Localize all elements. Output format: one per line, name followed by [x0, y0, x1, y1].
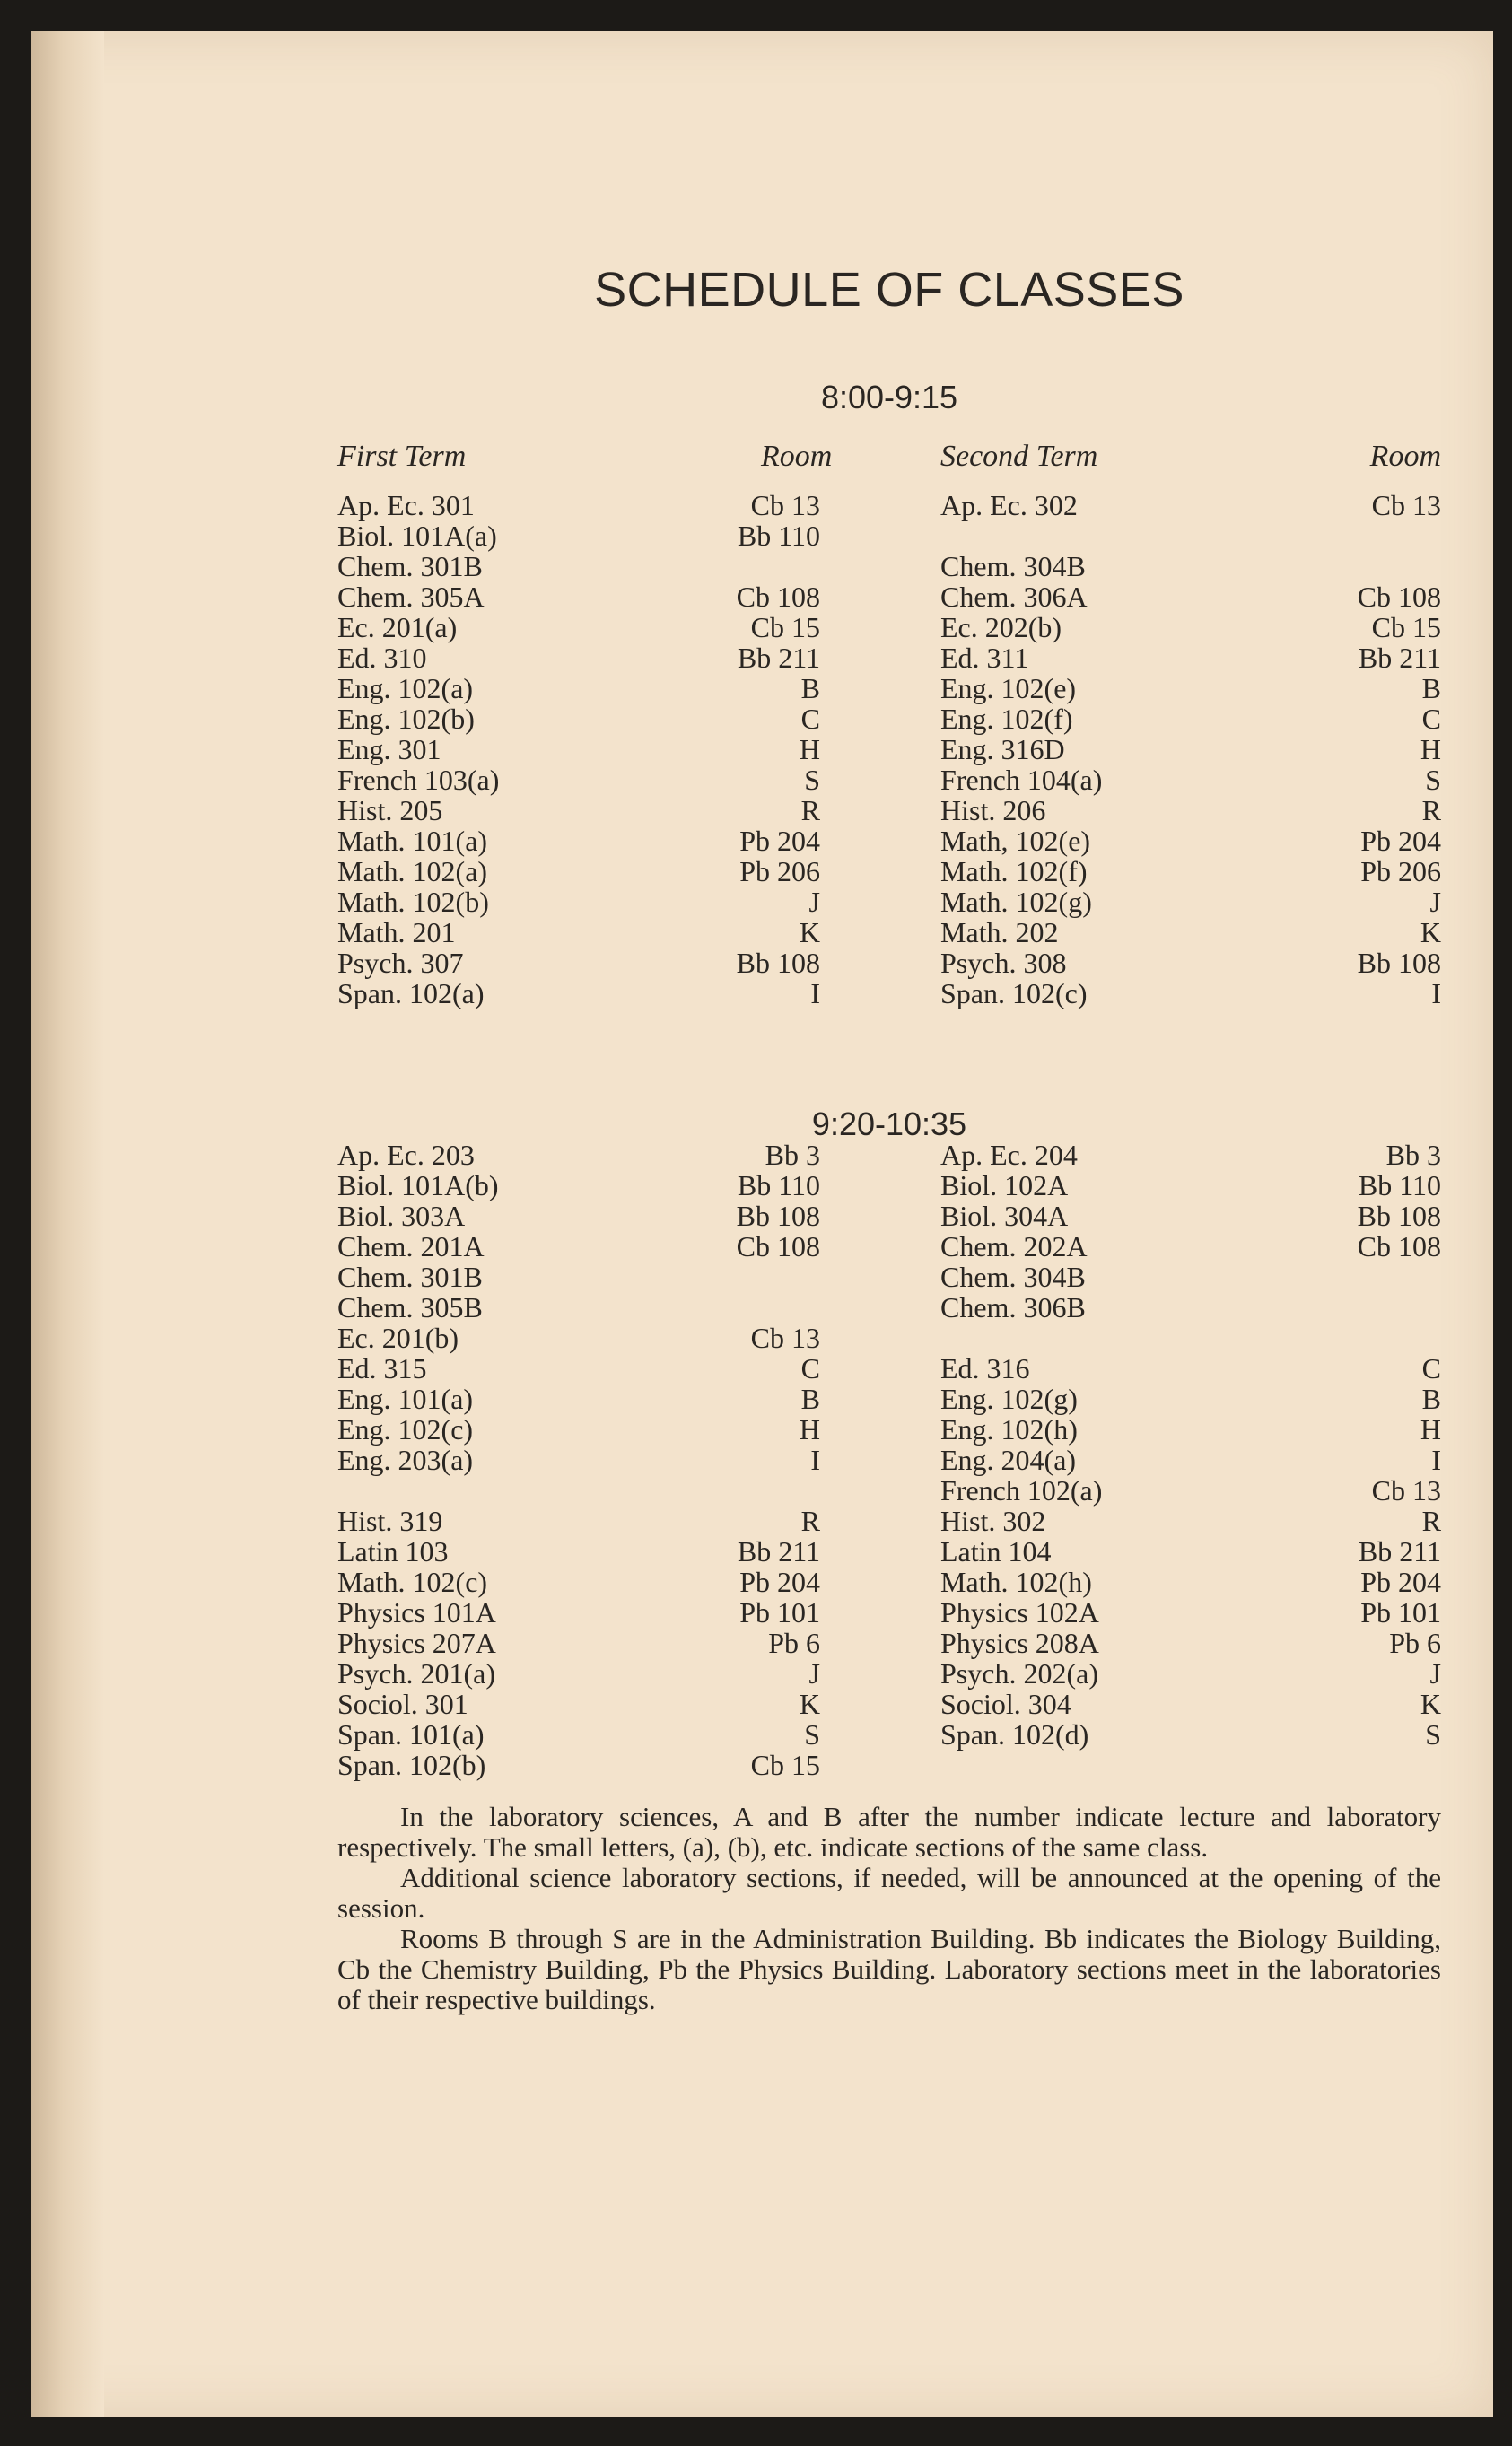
page-title: SCHEDULE OF CLASSES	[594, 263, 1184, 317]
second-term-room: H	[1420, 1413, 1441, 1446]
room-header-second: Room	[1369, 440, 1441, 473]
first-term-course: Math. 102(a)	[337, 855, 488, 887]
first-term-course: Biol. 101A(a)	[337, 520, 497, 552]
page-binding-edge	[31, 31, 104, 2417]
first-term-course: Span. 102(b)	[337, 1749, 486, 1781]
first-term-course: French 103(a)	[337, 764, 500, 796]
schedule-row	[337, 826, 1441, 856]
schedule-row	[337, 1292, 1441, 1323]
first-term-course: Eng. 102(b)	[337, 703, 475, 735]
schedule-row	[337, 1323, 1441, 1353]
first-term-course: Chem. 305A	[337, 581, 485, 613]
second-term-course: Span. 102(d)	[940, 1718, 1089, 1751]
second-term-room: Pb 204	[1360, 825, 1441, 857]
first-term-room: Cb 108	[736, 1230, 820, 1262]
first-term-course: Latin 103	[337, 1535, 449, 1568]
schedule-row	[337, 1414, 1441, 1445]
first-term-room: R	[800, 794, 820, 826]
first-term-room: Bb 211	[737, 1535, 820, 1568]
first-term-room: C	[800, 1352, 820, 1385]
first-term-room: Cb 13	[750, 489, 820, 521]
first-term-course: Ap. Ec. 301	[337, 489, 475, 521]
first-term-course: Chem. 201A	[337, 1230, 485, 1262]
first-term-room: S	[804, 764, 820, 796]
schedule-row	[337, 856, 1441, 887]
second-term-course: Ap. Ec. 204	[940, 1139, 1078, 1171]
first-term-room: R	[800, 1505, 820, 1537]
first-term-course: Ec. 201(b)	[337, 1322, 459, 1354]
first-term-room: Pb 206	[739, 855, 820, 887]
footnote-rooms: Rooms B through S are in the Administration Building. Bb indicates the Biology Building, Cb the Chemistry Building, Pb the Physics Building. Laboratory sections meet in the laboratories of their respective buildings.	[337, 1923, 1441, 2015]
second-term-room: C	[1421, 1352, 1441, 1385]
second-term-room: Bb 110	[1358, 1169, 1441, 1201]
first-term-course: Ed. 310	[337, 642, 427, 674]
schedule-row	[337, 1628, 1441, 1658]
second-term-course: Ed. 311	[940, 642, 1029, 674]
second-term-room: Cb 13	[1371, 1474, 1441, 1507]
second-term-course: Ec. 202(b)	[940, 611, 1062, 643]
first-term-room: B	[800, 1383, 820, 1415]
second-term-room: R	[1421, 1505, 1441, 1537]
schedule-row	[337, 1719, 1441, 1750]
second-term-course: Physics 208A	[940, 1627, 1099, 1659]
first-term-course: Biol. 303A	[337, 1200, 466, 1232]
second-term-course: Psych. 308	[940, 947, 1067, 979]
first-term-room: Cb 13	[750, 1322, 820, 1354]
second-term-course: Chem. 306A	[940, 581, 1088, 613]
schedule-row	[337, 1353, 1441, 1384]
first-term-room: I	[810, 1444, 820, 1476]
second-term-room: Cb 13	[1371, 489, 1441, 521]
schedule-row	[337, 642, 1441, 673]
second-term-room: Bb 3	[1385, 1139, 1441, 1171]
first-term-room: Cb 15	[750, 1749, 820, 1781]
second-term-course: Math, 102(e)	[940, 825, 1091, 857]
first-term-room: Cb 15	[750, 611, 820, 643]
second-term-course: Hist. 302	[940, 1505, 1046, 1537]
first-term-course: Psych. 201(a)	[337, 1657, 495, 1690]
schedule-row	[337, 734, 1441, 764]
first-term-room: Pb 204	[739, 1566, 820, 1598]
schedule-row	[337, 1597, 1441, 1628]
second-term-course: Psych. 202(a)	[940, 1657, 1098, 1690]
second-term-room: H	[1420, 733, 1441, 765]
schedule-row	[337, 764, 1441, 795]
footnote-additional-sections: Additional science laboratory sections, if needed, will be announced at the opening of the session.	[337, 1862, 1441, 1924]
first-term-room: Pb 204	[739, 825, 820, 857]
second-term-room: Pb 204	[1360, 1566, 1441, 1598]
schedule-row	[337, 978, 1441, 1009]
first-term-course: Chem. 305B	[337, 1291, 483, 1323]
second-term-course: Math. 202	[940, 916, 1059, 948]
second-term-room: I	[1431, 977, 1441, 1009]
first-term-course: Math. 101(a)	[337, 825, 488, 857]
first-term-course: Span. 102(a)	[337, 977, 485, 1009]
room-header-first: Room	[761, 440, 833, 473]
first-term-room: Pb 6	[768, 1627, 820, 1659]
second-term-room: K	[1420, 916, 1441, 948]
schedule-row	[337, 948, 1441, 978]
first-term-course: Math. 201	[337, 916, 456, 948]
schedule-row	[337, 551, 1441, 581]
second-term-course: Latin 104	[940, 1535, 1052, 1568]
schedule-row	[337, 1384, 1441, 1414]
schedule-row	[337, 1689, 1441, 1719]
second-term-course: Eng. 102(f)	[940, 703, 1073, 735]
schedule-row	[337, 581, 1441, 612]
second-term-course: French 102(a)	[940, 1474, 1103, 1507]
second-term-course: Sociol. 304	[940, 1688, 1071, 1720]
second-term-room: Bb 211	[1358, 1535, 1441, 1568]
second-term-course: Eng. 204(a)	[940, 1444, 1077, 1476]
first-term-course: Hist. 319	[337, 1505, 443, 1537]
second-term-course: Biol. 304A	[940, 1200, 1069, 1232]
schedule-row	[337, 1506, 1441, 1536]
second-term-course: Ed. 316	[940, 1352, 1030, 1385]
second-term-room: Pb 6	[1389, 1627, 1441, 1659]
second-term-room: R	[1421, 794, 1441, 826]
schedule-row	[337, 1231, 1441, 1262]
schedule-table-2	[337, 1140, 1441, 1780]
schedule-row	[337, 917, 1441, 948]
schedule-row	[337, 795, 1441, 826]
first-term-course: Ed. 315	[337, 1352, 427, 1385]
second-term-room: Bb 211	[1358, 642, 1441, 674]
first-term-course: Ec. 201(a)	[337, 611, 458, 643]
schedule-row	[337, 1201, 1441, 1231]
footnote-lab-sections: In the laboratory sciences, A and B after the number indicate lecture and laboratory respectively. The small letters, (a), (b), etc. indicate sections of the same class.	[337, 1801, 1441, 1863]
second-term-room: Cb 108	[1357, 581, 1441, 613]
second-term-room: Cb 15	[1371, 611, 1441, 643]
schedule-row	[337, 1140, 1441, 1170]
second-term-room: Pb 101	[1360, 1596, 1441, 1629]
second-term-course: Span. 102(c)	[940, 977, 1088, 1009]
second-term-course: Math. 102(g)	[940, 886, 1092, 918]
first-term-room: Pb 101	[739, 1596, 820, 1629]
second-term-course: Chem. 304B	[940, 550, 1086, 582]
second-term-room: B	[1421, 672, 1441, 704]
second-term-course: Eng. 316D	[940, 733, 1065, 765]
second-term-course: Eng. 102(g)	[940, 1383, 1078, 1415]
first-term-room: Bb 3	[765, 1139, 820, 1171]
first-term-course: Physics 207A	[337, 1627, 496, 1659]
first-term-course: Eng. 203(a)	[337, 1444, 474, 1476]
first-term-course: Math. 102(b)	[337, 886, 489, 918]
second-term-course: Chem. 202A	[940, 1230, 1088, 1262]
time-slot-2: 9:20-10:35	[811, 1105, 967, 1142]
first-term-room: J	[808, 1657, 820, 1690]
first-term-course: Eng. 102(c)	[337, 1413, 474, 1446]
second-term-room: Cb 108	[1357, 1230, 1441, 1262]
first-term-room: Cb 108	[736, 581, 820, 613]
first-term-course: Chem. 301B	[337, 550, 483, 582]
second-term-room: Pb 206	[1360, 855, 1441, 887]
first-term-room: B	[800, 672, 820, 704]
schedule-row	[337, 1658, 1441, 1689]
second-term-room: J	[1429, 1657, 1441, 1690]
second-term-course: Hist. 206	[940, 794, 1046, 826]
second-term-course: Biol. 102A	[940, 1169, 1069, 1201]
first-term-room: Bb 110	[737, 1169, 820, 1201]
first-term-course: Eng. 101(a)	[337, 1383, 474, 1415]
first-term-room: Bb 108	[736, 1200, 820, 1232]
second-term-room: B	[1421, 1383, 1441, 1415]
first-term-room: S	[804, 1718, 820, 1751]
second-term-course: Math. 102(f)	[940, 855, 1088, 887]
first-term-room: C	[800, 703, 820, 735]
schedule-row	[337, 1567, 1441, 1597]
second-term-course: Eng. 102(h)	[940, 1413, 1078, 1446]
first-term-course: Math. 102(c)	[337, 1566, 488, 1598]
second-term-room: I	[1431, 1444, 1441, 1476]
schedule-row	[337, 1445, 1441, 1475]
second-term-course: Math. 102(h)	[940, 1566, 1092, 1598]
second-term-room: Bb 108	[1357, 947, 1441, 979]
first-term-course: Hist. 205	[337, 794, 443, 826]
second-term-course: Physics 102A	[940, 1596, 1099, 1629]
schedule-row	[337, 1170, 1441, 1201]
first-term-course: Span. 101(a)	[337, 1718, 485, 1751]
first-term-room: H	[799, 733, 820, 765]
first-term-course: Biol. 101A(b)	[337, 1169, 499, 1201]
first-term-room: J	[808, 886, 820, 918]
schedule-row	[337, 612, 1441, 642]
second-term-room: S	[1425, 1718, 1441, 1751]
second-term-course: Chem. 306B	[940, 1291, 1086, 1323]
schedule-row	[337, 887, 1441, 917]
schedule-row	[337, 1750, 1441, 1780]
schedule-row	[337, 1262, 1441, 1292]
schedule-row	[337, 520, 1441, 551]
schedule-row	[337, 673, 1441, 703]
footnotes	[337, 1802, 1441, 2015]
first-term-course: Ap. Ec. 203	[337, 1139, 475, 1171]
first-term-room: Bb 108	[736, 947, 820, 979]
schedule-row	[337, 1475, 1441, 1506]
first-term-room: I	[810, 977, 820, 1009]
second-term-room: J	[1429, 886, 1441, 918]
second-term-room: S	[1425, 764, 1441, 796]
first-term-course: Eng. 102(a)	[337, 672, 474, 704]
first-term-room: Bb 211	[737, 642, 820, 674]
schedule-table-1	[337, 490, 1441, 1009]
second-term-course: French 104(a)	[940, 764, 1103, 796]
first-term-course: Eng. 301	[337, 733, 441, 765]
first-term-header: First Term	[337, 440, 467, 473]
first-term-room: K	[799, 1688, 820, 1720]
schedule-row	[337, 703, 1441, 734]
first-term-course: Chem. 301B	[337, 1261, 483, 1293]
schedule-row	[337, 1536, 1441, 1567]
second-term-room: Bb 108	[1357, 1200, 1441, 1232]
second-term-course: Eng. 102(e)	[940, 672, 1077, 704]
first-term-room: Bb 110	[737, 520, 820, 552]
second-term-room: C	[1421, 703, 1441, 735]
second-term-header: Second Term	[940, 440, 1098, 473]
second-term-course: Chem. 304B	[940, 1261, 1086, 1293]
first-term-room: K	[799, 916, 820, 948]
first-term-course: Physics 101A	[337, 1596, 496, 1629]
second-term-room: K	[1420, 1688, 1441, 1720]
time-slot-1: 8:00-9:15	[820, 379, 958, 415]
first-term-course: Psych. 307	[337, 947, 464, 979]
schedule-row	[337, 490, 1441, 520]
second-term-course: Ap. Ec. 302	[940, 489, 1078, 521]
first-term-room: H	[799, 1413, 820, 1446]
first-term-course: Sociol. 301	[337, 1688, 468, 1720]
